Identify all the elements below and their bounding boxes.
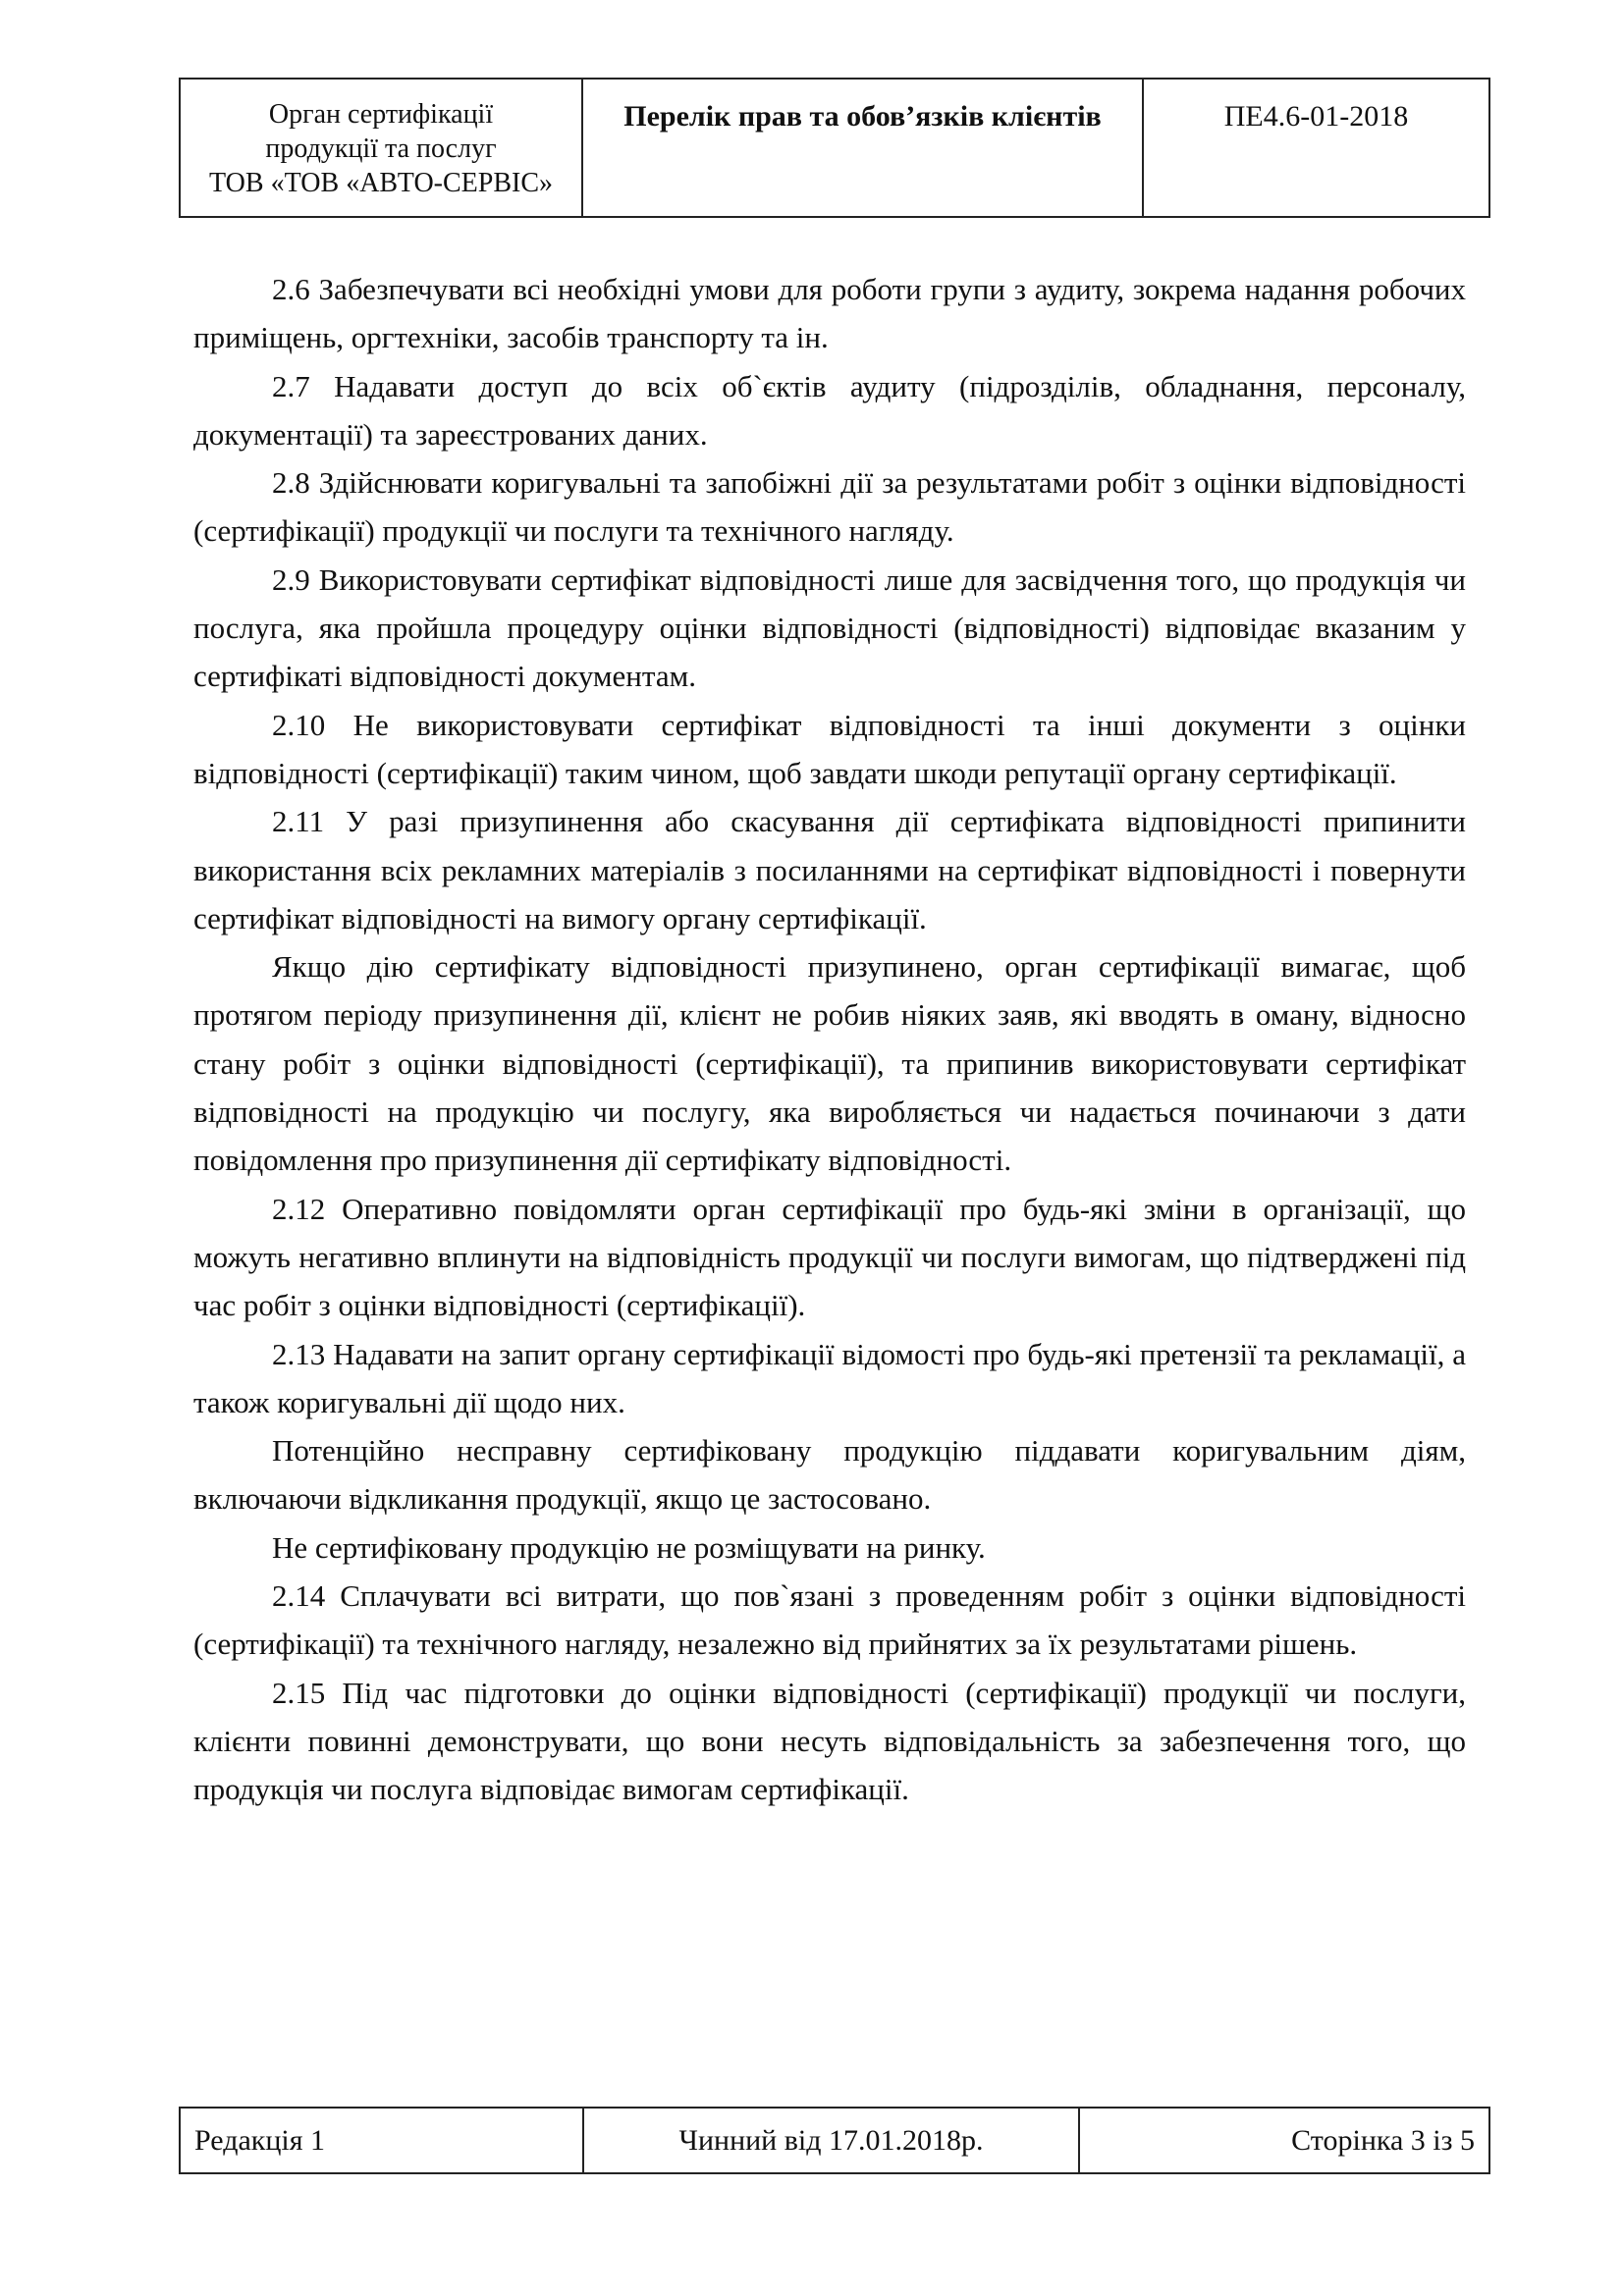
- paragraph-2-14: 2.14 Сплачувати всі витрати, що пов`язані з проведенням робіт з оцінки відповідності (сертифікації) та технічного нагляду, незалежно від прийнятих за їх результатами рішень.: [193, 1578, 1466, 1662]
- paragraph-2-15: 2.15 Під час підготовки до оцінки відповідності (сертифікації) продукції чи послуги, клієнти повинні демонструвати, що вони несуть відповідальність за забезпечення того, що продукція чи послуга відповідає вимогам сертифікації.: [193, 1675, 1466, 1807]
- paragraph-2-13: 2.13 Надавати на запит органу сертифікації відомості про будь-які претензії та рекламації, а також коригувальні дії щодо них.: [193, 1336, 1466, 1419]
- paragraph-2-10: 2.10 Не використовувати сертифікат відповідності та інші документи з оцінки відповідності (сертифікації) таким чином, щоб завдати шкоди репутації органу сертифікації.: [193, 707, 1466, 790]
- paragraph-2-8: 2.8 Здійснювати коригувальні та запобіжні дії за результатами робіт з оцінки відповідності (сертифікації) продукції чи послуги та технічного нагляду.: [193, 465, 1466, 549]
- document-code: ПЕ4.6-01-2018: [1223, 100, 1409, 133]
- organization-line-2: продукції та послуг: [265, 133, 497, 164]
- header-title-cell: [582, 79, 1143, 217]
- footer-table: [179, 2107, 1490, 2174]
- paragraph-corrective-actions: Потенційно несправну сертифіковану продукцію піддавати коригувальним діям, включаючи відкликання продукції, якщо це застосовано.: [193, 1433, 1466, 1517]
- organization-line-1: Орган сертифікації: [268, 99, 494, 130]
- footer-page-number: Сторінка 3 із 5: [1079, 2108, 1489, 2173]
- organization-line-3: ТОВ «ТОВ «АВТО-СЕРВІС»: [208, 168, 554, 198]
- document-body: [193, 265, 1466, 1814]
- paragraph-2-7: 2.7 Надавати доступ до всіх об`єктів аудиту (підрозділів, обладнання, персоналу, документації) та зареєстрованих даних.: [193, 368, 1466, 452]
- paragraph-2-11: 2.11 У разі призупинення або скасування дії сертифіката відповідності припинити використання всіх рекламних матеріалів з посиланнями на сертифікат відповідності і повернути сертифікат відповідності на вимогу органу сертифікації.: [193, 804, 1466, 935]
- footer-edition: Редакція 1: [180, 2108, 583, 2173]
- footer-effective-date: Чинний від 17.01.2018р.: [583, 2108, 1079, 2173]
- header-organization-cell: [180, 79, 582, 217]
- paragraph-2-6: 2.6 Забезпечувати всі необхідні умови для роботи групи з аудиту, зокрема надання робочих приміщень, оргтехніки, засобів транспорту та ін.: [193, 272, 1466, 355]
- paragraph-2-9: 2.9 Використовувати сертифікат відповідності лише для засвідчення того, що продукція чи послуга, яка пройшла процедуру оцінки відповідності (відповідності) відповідає вказаним у сертифікаті відповідності документам.: [193, 561, 1466, 694]
- paragraph-suspension-note: Якщо дію сертифікату відповідності призупинено, орган сертифікації вимагає, щоб протягом періоду призупинення дії, клієнт не робив ніяких заяв, які вводять в оману, відносно стану робіт з оцінки відповідності (сертифікації), та припинив використовувати сертифікат відповідності на продукцію чи послугу, яка виробляється чи надається починаючи з дати повідомлення про призупинення дії сертифікату відповідності.: [193, 949, 1466, 1178]
- document-title: Перелік прав та обов’язків клієнтів: [623, 100, 1102, 133]
- header-code-cell: [1143, 79, 1489, 217]
- paragraph-2-12: 2.12 Оперативно повідомляти орган сертифікації про будь-які зміни в організації, що можуть негативно вплинути на відповідність продукції чи послуги вимогам, що підтверджені під час робіт з оцінки відповідності (сертифікації).: [193, 1191, 1466, 1323]
- header-table: [179, 78, 1490, 218]
- paragraph-market-restriction: Не сертифіковану продукцію не розміщувати на ринку.: [272, 1529, 986, 1565]
